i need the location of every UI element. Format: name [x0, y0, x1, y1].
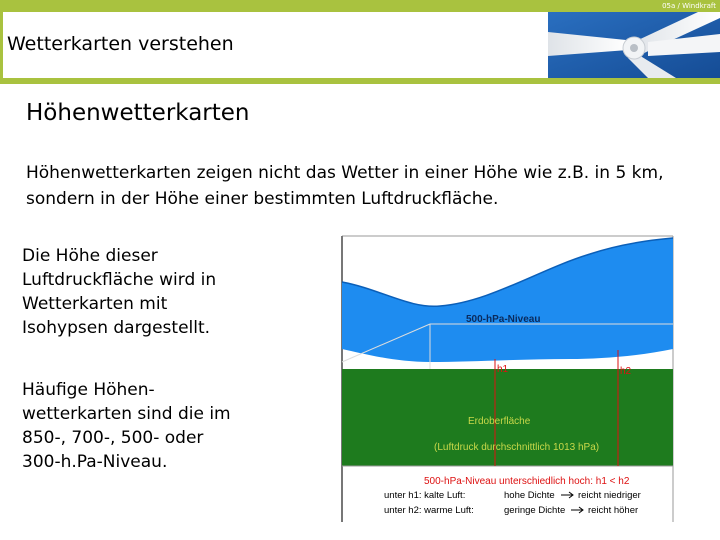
top-accent-bar	[0, 0, 720, 12]
row2-result: reicht höher	[588, 505, 639, 516]
level-label: 500-hPa-Niveau	[466, 314, 541, 325]
row2-condition: unter h2: warme Luft:	[384, 505, 474, 516]
diagram-caption: 500-hPa-Niveau unterschiedlich hoch: h1 < h2	[424, 476, 630, 487]
slide-heading: Höhenwetterkarten	[26, 100, 250, 126]
h2-label: h2	[620, 366, 632, 377]
h1-label: h1	[497, 364, 509, 375]
breadcrumb: 05a / Windkraft	[662, 2, 716, 10]
wind-turbine-image	[548, 12, 720, 78]
header-divider	[0, 78, 720, 84]
surface-subtitle: (Luftdruck durchschnittlich 1013 hPa)	[434, 442, 600, 453]
callout-line-1: Auf dieser Fläche beträgt	[392, 249, 504, 260]
callout-line-2: der Luftdruck 500 hPa.	[392, 262, 494, 273]
row1-result: reicht niedriger	[578, 490, 641, 501]
page-title: Wetterkarten verstehen	[7, 33, 234, 55]
surface-label: Erdoberfläche	[468, 416, 531, 427]
intro-text: Höhenwetterkarten zeigen nicht das Wetter in einer Höhe wie z.B. in 5 km, sondern in der Höhe einer bestimmten Luftdruckfläche.	[26, 163, 664, 209]
row2-density: geringe Dichte	[504, 505, 566, 516]
left-accent-bar	[0, 12, 3, 84]
paragraph-levels: Häufige Höhen-wetterkarten sind die im 850-, 700-, 500- oder 300-h.Pa-Niveau.	[22, 380, 231, 472]
pressure-level-diagram	[340, 234, 675, 524]
row1-density: hohe Dichte	[504, 490, 555, 501]
wind-turbine-icon	[548, 12, 720, 78]
paragraph-isohypsen: Die Höhe dieser Luftdruckfläche wird in Wetterkarten mit Isohypsen dargestellt.	[22, 246, 217, 338]
row1-condition: unter h1: kalte Luft:	[384, 490, 466, 501]
